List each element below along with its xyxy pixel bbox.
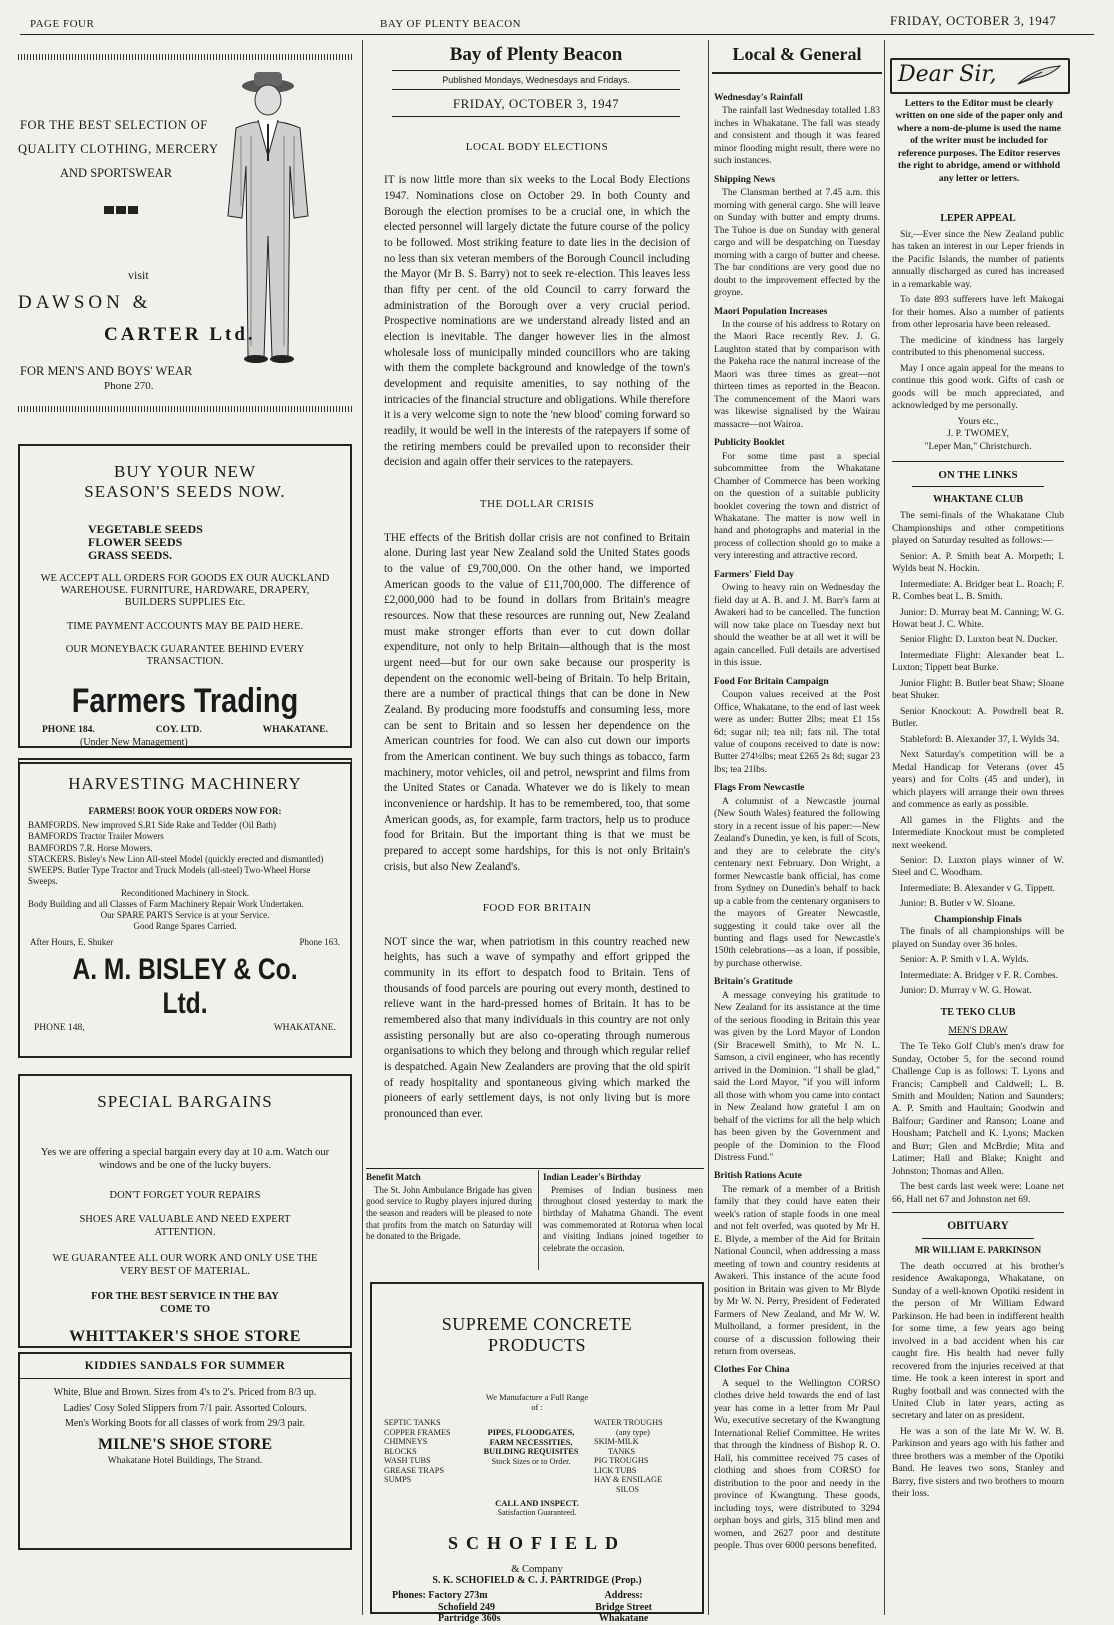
news-item-head: Shipping News (714, 173, 776, 185)
machinery-item: SWEEPS. Butler Type Tractor and Truck Models (all-steel) Two-Wheel Horse Sweeps. (28, 865, 311, 887)
news-item-body: Coupon values received at the Post Office, Whakatane, to the end of last week were as under: Butter 2lbs; meat £1 15s 6d; sugar nil; tea nil; fats nil. The total value of coupons received to date is now: Butter 274½lbs; meat £265 2s 8d; sugar 23 lbs; tea 21lbs. (714, 689, 880, 775)
ad-phone: PHONE 184. (42, 724, 95, 735)
ad-proprietors: S. K. SCHOFIELD & C. J. PARTRIDGE (Prop.) (432, 1575, 642, 1587)
machinery-item: Our SPARE PARTS Service is at your Service. (100, 910, 270, 920)
product-item: FARM NECESSITIES, (489, 1437, 573, 1447)
column-divider (362, 40, 363, 1615)
bisley-machinery-ad (18, 758, 352, 1058)
links-paragraph: Next Saturday's competition will be a Medal Handicap for Veterans (over 45 years) and for Colts (45 and under), in which players will arrange their own threes and commence as early as possible. (892, 749, 1064, 811)
ad-text: Yes we are offering a special bargain every day at 10 a.m. Watch our windows and be one of the lucky buyers. (40, 1147, 330, 1172)
news-item-body: The remark of a member of a British family that they could have eaten their week's ration of staple foods in one meal and not felt overfed, was quoted by Mr H. E. Blyde, a member of the Aid for Britain National Council, when addressing a mass meeting of town and country residents at Awakeri. This instance of the acute food position in Britain was given to Mr Blyde by Mr W. N. Perry, President of Federated Farmers of New Zealand, and Mr W. W. Mulholland, a former president, in the course of a discussion following their return from overseas. (714, 1183, 880, 1357)
masthead-rule (392, 116, 680, 117)
masthead-title: Bay of Plenty Beacon (449, 44, 623, 65)
product-column-left (384, 1418, 468, 1494)
section-rule (712, 72, 882, 74)
letter-paragraph: The medicine of kindness has largely contributed to this phenomenal success. (892, 334, 1064, 359)
news-item-body: The Clansman berthed at 7.45 a.m. this morning with general cargo. She will leave on Sunday with butter and empty drums. The Tuhoe is due on Sunday with general cargo and will be despatching on Tuesday morning with a cargo of butter and cheese. The bar conditions are very good due no doubt to the improvement effected by the groyne. (714, 187, 880, 299)
section-rule (912, 486, 1044, 487)
links-paragraph: All games in the Flights and the Intermediate Knockout must be completed next weekend. (892, 814, 1064, 851)
news-item-head: Publicity Booklet (714, 437, 785, 449)
links-title: ON THE LINKS (938, 468, 1018, 481)
obituary-paragraph: The death occurred at his brother's residence Awakaponga, Whakatane, on Sunday of a well-known Opotiki resident in the person of Mr William Edward Parkinson. He had been in indifferent health for some time, a few years ago being involved in a bad accident when his car caught fire. His health had never fully recovered from the injuries received at that time. He took a keen interest in sport and Rugby football and was connected with the United Club in later years, acting as secretary and later on as president. (892, 1260, 1064, 1422)
result-line: Senior Flight: D. Luxton beat N. Ducker. (900, 634, 1058, 646)
letters-column (892, 206, 1064, 1504)
ad-footer (30, 937, 340, 947)
news-item-body: A message conveying his gratitude to New Zealand for its assistance at the time of the serious flooding in Britain this year was given by the Lord Mayor of London (Sir Bracewell Smith), to Mr N. L. Samson, a civil engineer, who has recently arrived in the Dominion. "I shall be glad," said the Lord Mayor, "if you will inform all those with whom you came into contact in New Zealand how grateful I am on behalf of the victims for all the help which has been given by the Government and people of the Dominion to the Flood Distress Fund." (714, 989, 880, 1163)
product-item: BLOCKS (384, 1446, 417, 1456)
farmers-trading-ad (18, 444, 352, 748)
schofield-concrete-ad (370, 1282, 704, 1625)
results-list (892, 551, 1064, 747)
ad-brand: Farmers Trading (71, 681, 299, 720)
ad-text: Men's Working Boots for all classes of work from 29/3 pair. (65, 1418, 305, 1429)
result-line: Senior: A. P. Smith beat A. Morpeth; I. Wylds beat N. Hockin. (892, 550, 1064, 575)
news-item-head: Flags From Newcastle (714, 782, 805, 794)
address-line: Bridge Street (595, 1601, 652, 1613)
machinery-list (28, 820, 342, 933)
ad-title: SPECIAL BARGAINS (97, 1092, 273, 1111)
product-item: COPPER FRAMES (384, 1427, 451, 1437)
ad-text: SHOES ARE VALUABLE AND NEED EXPERT ATTENTION. (79, 1214, 291, 1239)
ad-text: TIME PAYMENT ACCOUNTS MAY BE PAID HERE. (66, 620, 304, 632)
product-column-mid (476, 1418, 586, 1494)
news-item-head: Maori Population Increases (714, 305, 828, 317)
editorial-column (384, 126, 690, 1123)
brief-body: Premises of Indian business men throughout closed yesterday to mark the birthday of Mahatma Ghandi. The event was commemorated at Rotorua when local and visiting Indians joined together to celebrate the occasion. (543, 1184, 703, 1254)
ad-footer (34, 1023, 336, 1033)
result-line: Junior: D. Murray v W. G. Howat. (900, 985, 1032, 997)
man-in-suit-illustration (206, 66, 326, 366)
ad-line: QUALITY CLOTHING, MERCERY (18, 142, 219, 156)
section-rule (922, 1238, 1034, 1239)
ad-company: & Company (511, 1564, 563, 1576)
ad-border (18, 54, 354, 60)
product-item: TANKS (608, 1446, 635, 1456)
page-number: PAGE FOUR (30, 18, 95, 30)
product-item: SILOS (616, 1484, 640, 1494)
ad-brand: WHITTAKER'S SHOE STORE (69, 1328, 301, 1345)
product-item: Stock Sizes or to Order. (491, 1456, 571, 1466)
phone-line: Partridge 360s (438, 1613, 501, 1625)
editorial-body: IT is now little more than six weeks to the Local Body Elections 1947. Nominations close on October 29. In both County and Borough the election promises to be a crucial one, in which the elected personnel will largely dictate the future course of the policy to be followed. Most striking feature to date lies in the decision of no less than six veteran members of the Borough Council including the Mayor (Mr B. S. Barry) not to seek re-election. This leaves less than fifty per cent. of the old Council to carry forward the administration of the Borough over a very crucial period. Prospective nominations are we understand already listed and an election is inevitable. The danger however lies in the almost wholesale loss of municipally minded councillors who are taking with them the complete background and knowledge of the town's development and requisite amenities, to say nothing of the intricacies of the financial structure and obligations. While therefore it is a very welcome sign to note the 'new blood' coming forward so readily, it would be well in the interests of the ratepayers if some of the retiring members could be prevailed upon to reconsider their decision and again offer their services to the ratepayers. (384, 174, 690, 469)
club-title: WHAKTANE CLUB (932, 494, 1024, 506)
product-item: PIG TROUGHS (594, 1456, 649, 1466)
news-item-body: In the course of his address to Rotary on the Maori Race recently Rev. J. G. Laughton stated that by comparison with the Pakeha race the natural increase of the Maori was three times as great—not thirteen times as reported in the Beacon. The commencement of the Maori wars was likewise signalised by the Wairau massacre—not Wairoa. (714, 318, 880, 430)
section-rule (892, 1212, 1064, 1213)
editorial-title: LOCAL BODY ELECTIONS (465, 141, 609, 153)
result-line: Junior: D. Murray beat M. Canning; W. G. Howat beat J. C. White. (892, 606, 1064, 631)
ad-coy: COY. LTD. (155, 724, 202, 735)
ad-phone: Phone 163. (299, 936, 340, 947)
ad-text: FOR THE BEST SERVICE IN THE BAY COME TO (91, 1290, 279, 1315)
letter-title: LEPER APPEAL (940, 213, 1016, 224)
ad-call: CALL AND INSPECT. (495, 1498, 579, 1509)
result-line: Junior Flight: B. Butler beat Shaw; Sloane beat Shuker. (892, 677, 1064, 702)
ad-title: HARVESTING MACHINERY (68, 774, 302, 793)
results-list (892, 954, 1064, 997)
product-item: WASH TUBS (384, 1456, 431, 1466)
result-line: Senior Knockout: A. Powdrell beat R. Butler. (892, 705, 1064, 730)
product-item: LICK TUBS (594, 1465, 637, 1475)
news-item-head: Britain's Gratitude (714, 976, 793, 988)
local-general-title: Local & General (732, 44, 862, 64)
milne-shoe-ad (18, 1352, 352, 1550)
obituary-paragraph: He was a son of the late Mr W. W. B. Parkinson and years ago with his father and three brothers was a member of the Opotiki Band. He leaves two sons, Stanley and Barry, five sisters and two brothers to mourn their loss. (892, 1425, 1064, 1500)
news-item-body: A sequel to the Wellington CORSO clothes drive held towards the end of last year has come in a letter from Mr Paul Wu, executive secretary of the Kwangtung International Relief Committee. He writes that through the kindness of Bishop R. O. Hall, his committee received 75 cases of clothing and shoes from CORSO for distribution to the poor and needy in the province of Kwangtung. These goods, including toys, were distributed to 3294 orphan boys and girls, 315 blind men and women, and 2627 poor and destitute people. Thus over 6000 persons benefited. (714, 1377, 880, 1552)
ad-address (595, 1590, 652, 1625)
news-item-head: Food For Britain Campaign (714, 675, 829, 687)
result-line: Intermediate: A. Bridger beat L. Roach; F. R. Combes beat L. B. Smith. (892, 578, 1064, 603)
brief-head: Indian Leader's Birthday (543, 1172, 642, 1182)
letter-paragraph: Sir,—Ever since the New Zealand public has taken an interest in our Leper friends in the Pacific Islands, the number of patients annually discharged as cured has increased in a remarkable way. (892, 229, 1064, 290)
ad-text: White, Blue and Brown. Sizes from 4's to 2's. Priced from 8/3 up. (53, 1387, 317, 1398)
result-line: Stableford: B. Alexander 37, I. Wylds 34. (900, 733, 1060, 745)
ad-brand: A. M. BISLEY & Co. Ltd. (72, 952, 298, 1020)
phone-line: Schofield 249 (438, 1601, 495, 1613)
editorial-body: NOT since the war, when patriotism in this country reached new heights, has such a wave of sympathy and effort gripped the community in its effort to despatch food to Britain. Tens of thousands of food parcels are pouring out every month, destined to relieve want in the hard-pressed homes of Britain. It has to be remembered also that many individuals in this country are not only assisting personally but are also co-operating through numerous organisations to which they belong and through which regular relief is despatched. Again New Zealanders are proving that the old spirit of ready hospitality and spontaneous giving which marked the pioneers of early settlement days, is not only living but is more pronounced than ever. (384, 935, 690, 1121)
after-hours: After Hours, E. Shuker (30, 936, 114, 947)
product-item: SEPTIC TANKS (384, 1418, 441, 1428)
result-line: Junior: B. Butler v W. Sloane. (900, 898, 1016, 910)
masthead-rule (392, 70, 680, 71)
machinery-item: Reconditioned Machinery in Stock. (121, 887, 249, 898)
news-item-head: Clothes For China (714, 1364, 790, 1376)
ad-text: WE GUARANTEE ALL OUR WORK AND ONLY USE THE VERY BEST OF MATERIAL. (52, 1252, 318, 1277)
section-rule (892, 461, 1064, 462)
news-item-head: Farmers' Field Day (714, 568, 794, 580)
brief-rule (366, 1168, 704, 1169)
ad-town: WHAKATANE. (262, 724, 328, 735)
ad-contacts (392, 1590, 652, 1625)
ad-line: AND SPORTSWEAR (60, 166, 173, 180)
ad-border (18, 406, 354, 412)
machinery-item: STACKERS. Bisley's New Lion All-steel Model (quickly erected and dismantled) (28, 853, 324, 864)
letter-sign: "Leper Man," Christchurch. (924, 440, 1032, 452)
ad-phones (392, 1590, 501, 1625)
ad-text: OUR MONEYBACK GUARANTEE BEHIND EVERY TRANSACTION. (65, 643, 305, 667)
machinery-item: Body Building and all Classes of Farm Machinery Repair Work Undertaken. (28, 898, 304, 909)
links-paragraph: The finals of all championships will be played on Sunday over 36 holes. (892, 926, 1064, 950)
brief-head: Benefit Match (366, 1172, 421, 1182)
result-line: Intermediate: A. Bridger v F. R. Combes. (900, 969, 1059, 981)
ad-address: Whakatane Hotel Buildings, The Strand. (107, 1455, 263, 1466)
ad-footer (42, 725, 328, 735)
letter-sign: Yours etc., (957, 415, 999, 427)
ad-manufacture: We Manufacture a Full Range of : (485, 1392, 589, 1412)
ad-phone: Phone 270. (104, 380, 154, 392)
ad-text: WE ACCEPT ALL ORDERS FOR GOODS EX OUR AUCKLAND WAREHOUSE. FURNITURE, HARDWARE, DRAPERY, BUILDERS SUPPLIES Etc. (40, 572, 330, 608)
product-item: SKIM-MILK (594, 1437, 639, 1447)
ad-rule (20, 1378, 350, 1379)
links-paragraph: The Te Teko Golf Club's men's draw for Sunday, October 5, for the second round Challenge Cup is as follows: T. Lyons and Francis; Campbell and Caldwell; L. B. Smith and Moulden; Nation and Saunders; A. P. Smith and Haultain; Goodwin and Balfour; Gardiner and Ranson; Loane and Housham; Patchell and K. Lyons; Macken and Burr; Glen and McBrdie; Mita and Latimer; Hall and Blake; Knight and Johnston; Thomas and Allen. (892, 1041, 1064, 1177)
quill-pen-icon (1014, 62, 1064, 88)
product-column-right (594, 1418, 690, 1494)
logo-mark (104, 206, 140, 214)
product-item: PIPES, FLOODGATES, (487, 1428, 575, 1438)
result-line: Intermediate: B. Alexander v G. Tippett. (900, 882, 1056, 894)
brief-benefit-match (366, 1172, 532, 1246)
ad-tagline: FOR MEN'S AND BOYS' WEAR (20, 364, 193, 378)
ad-title: BUY YOUR NEW SEASON'S SEEDS NOW. (84, 462, 286, 501)
phone-line: Phones: Factory 273m (392, 1590, 488, 1602)
masthead-pub: Published Mondays, Wednesdays and Fridays. (442, 75, 630, 85)
seed-item: FLOWER SEEDS (88, 535, 183, 550)
ad-phone: PHONE 148, (34, 1022, 85, 1033)
brief-divider (538, 1170, 539, 1270)
masthead-rule (392, 89, 680, 90)
championship-head: Championship Finals (934, 913, 1022, 925)
masthead (366, 44, 706, 117)
folio-date: FRIDAY, OCTOBER 3, 1947 (890, 13, 1057, 28)
result-line: Intermediate Flight: Alexander beat L. Luxton; Tippett beat Burke. (892, 649, 1064, 674)
column-divider (884, 40, 885, 1615)
letter-paragraph: To date 893 sufferers have left Makogai for their homes. Also a number of patients from other leprosaria have been released. (892, 294, 1064, 331)
product-table (384, 1418, 690, 1494)
links-paragraph: The semi-finals of the Whakatane Club Championships and other competitions played on Saturday resulted as follows:— (892, 510, 1064, 547)
result-line: Senior: A. P. Smith v I. A. Wylds. (900, 954, 1029, 966)
machinery-item: BAMFORDS Tractor Trailer Mowers (28, 831, 164, 842)
news-item-body: Owing to heavy rain on Wednesday the field day at A. B. and J. M. Barr's farm at Awakeri had to be cancelled. The function will now take place on Tuesday next but should the weather be at all wet it will be again cancelled. Full details are advertised in this issue. (714, 582, 880, 669)
machinery-item: Good Range Spares Carried. (133, 921, 237, 932)
links-paragraph: The best cards last week were: Loane net 66, Hall net 67 and Johnston net 69. (892, 1181, 1064, 1205)
masthead-date: FRIDAY, OCTOBER 3, 1947 (452, 96, 620, 111)
seed-list (88, 523, 350, 563)
banner-script: Dear Sir, (898, 62, 997, 87)
address-line: Whakatane (598, 1613, 649, 1625)
obituary-title: OBITUARY (947, 1220, 1009, 1233)
ad-line: FOR THE BEST SELECTION OF (20, 118, 208, 132)
ad-text: Ladies' Cosy Soled Slippers from 7/1 pair. Assorted Colours. (63, 1402, 307, 1414)
ad-lead: FARMERS! BOOK YOUR ORDERS NOW FOR: (88, 806, 282, 816)
news-item-head: Wednesday's Rainfall (714, 92, 803, 103)
editorial-title: FOOD FOR BRITAIN (482, 902, 592, 915)
news-item-head: British Rations Acute (714, 1170, 802, 1182)
ad-brand: CARTER Ltd. (104, 324, 256, 345)
obituary-name: MR WILLIAM E. PARKINSON (914, 1245, 1042, 1256)
product-item: CHIMNEYS (384, 1437, 428, 1447)
results-list (892, 855, 1064, 911)
product-item: SUMPS (384, 1475, 412, 1485)
ad-text: DON'T FORGET YOUR REPAIRS (109, 1190, 261, 1202)
ad-satisfaction: Satisfaction Guaranteed. (497, 1508, 577, 1518)
dear-sir-banner (890, 58, 1070, 94)
editorial-body: THE effects of the British dollar crisis are not confined to Britain alone. During last year New Zealand sold the United States goods to the value of £9,700,000. On the other hand, we imported American goods to the value of £11,700,000. The difference of £2,000,000 had to be found in dollars from Britain's meagre resources. Now that these resources are running out, New Zealand must make stronger efforts than ever to cut down dollar expenditure, not only to help Britain—although that is the most urgent need—but for our own sake because our prosperity is dependent on the economic well-being of Britain. To help Britain, there are a number of practical things that can be done in New Zealand. By producing more foodstuffs and consuming less, more can be sent to Britain and so lessen her dependence on the American countries for food. We can also cut down our imports from the American continent. We buy such things as tobacco, farm machinery, motor vehicles, oil and petrol, newsprint and films from the United States or Canada. Whatever we do is likely to mean inconvenience or hardship. It has to be remembered, too, that some American goods, as, for example, farm tractors, help us to produce food for Britain. But the important thing is that we must be prepared to accept some hardships, for this is not only Britain's crisis, but also New Zealand's. (384, 531, 690, 873)
letter-paragraph: May I once again appeal for the means to continue this good work. Gifts of cash or goods will be much appreciated, and acknowledged by me personally. (892, 362, 1064, 412)
product-item: (any type) (616, 1427, 650, 1437)
ad-brand: MILNE'S SHOE STORE (98, 1435, 272, 1453)
news-item-body: A columnist of a Newcastle journal (New South Wales) featured the following story in a recent issue of his paper:—New Zealand's Dunedin, ye ken, is full of Scots, and they are to celebrate the city's centenary next February. Don Wright, a former Newcastle bank official, has come from Sydney on Dunedin's behalf to back up a cable from the centenary organisers to the mayors of Greater Newcastle, suggesting it could take over all the bunting and flags used for Newcastle's 150th celebrations—as a loan, if possible, by purchase otherwise. (714, 795, 880, 969)
ad-town: WHAKATANE. (273, 1022, 336, 1033)
brief-indian-leader (543, 1172, 703, 1258)
product-item: GREASE TRAPS (384, 1465, 445, 1475)
machinery-item: BAMFORDS. New improved S.R1 Side Rake and Tedder (Oil Bath) (28, 820, 276, 830)
ad-management: (Under New Management) (80, 736, 188, 748)
news-item-body: The rainfall last Wednesday totalled 1.83 inches in Whakatane. The fall was steady and consistent and though it was feared minor flooding might result, there were no such instances. (714, 105, 880, 167)
machinery-item: BAMFORDS 7.R. Horse Mowers. (28, 842, 153, 853)
news-item-body: For some time past a special subcommittee from the Whakatane Chamber of Commerce has been working on the question of a suitable publicity booklet covering the town and district of Whakatane. The matter is now well in hand and photographs and material in the process of collection should go to make a very interesting and attractive record. (714, 450, 880, 562)
ad-brand: DAWSON & (18, 292, 152, 313)
local-general-column (714, 86, 880, 1616)
seed-item: GRASS SEEDS. (88, 548, 173, 563)
ad-visit: visit (128, 268, 149, 282)
dawson-carter-ad (18, 62, 358, 402)
letter-sign: J. P. TWOMEY, (947, 428, 1009, 440)
ad-title: SUPREME CONCRETE PRODUCTS (441, 1314, 633, 1355)
result-line: Senior: D. Luxton plays winner of W. Steel and C. Woodham. (892, 854, 1064, 879)
folio-rule (20, 34, 1094, 35)
product-item: BUILDING REQUISITES (483, 1447, 579, 1457)
folio-paper-name: BAY OF PLENTY BEACON (380, 18, 522, 30)
ad-title: KIDDIES SANDALS FOR SUMMER (84, 1360, 286, 1372)
whittaker-shoe-ad (18, 1074, 352, 1348)
letters-note: Letters to the Editor must be clearly written on one side of the paper only and where a nom-de-plume is used the name of the writer must be included for reference purposes. The Editor reserves the right to abridge, amend or withhold any letter or letters. (895, 98, 1063, 184)
product-item: WATER TROUGHS (594, 1418, 663, 1428)
editorial-title: THE DOLLAR CRISIS (479, 498, 595, 511)
address-line: Address: (604, 1590, 643, 1602)
draw-title: MEN'S DRAW (948, 1024, 1008, 1036)
product-item: HAY & ENSILAGE (594, 1475, 663, 1485)
ad-brand: SCHOFIELD (447, 1533, 627, 1554)
brief-body: The St. John Ambulance Brigade has given good service to Rugby players injured during the season and readers will be pleased to note that profits from the match on Saturday will be donated to the Brigade. (366, 1184, 532, 1242)
club-title: TE TEKO CLUB (940, 1006, 1016, 1018)
column-divider (708, 40, 709, 1615)
seed-item: VEGETABLE SEEDS (88, 522, 203, 537)
